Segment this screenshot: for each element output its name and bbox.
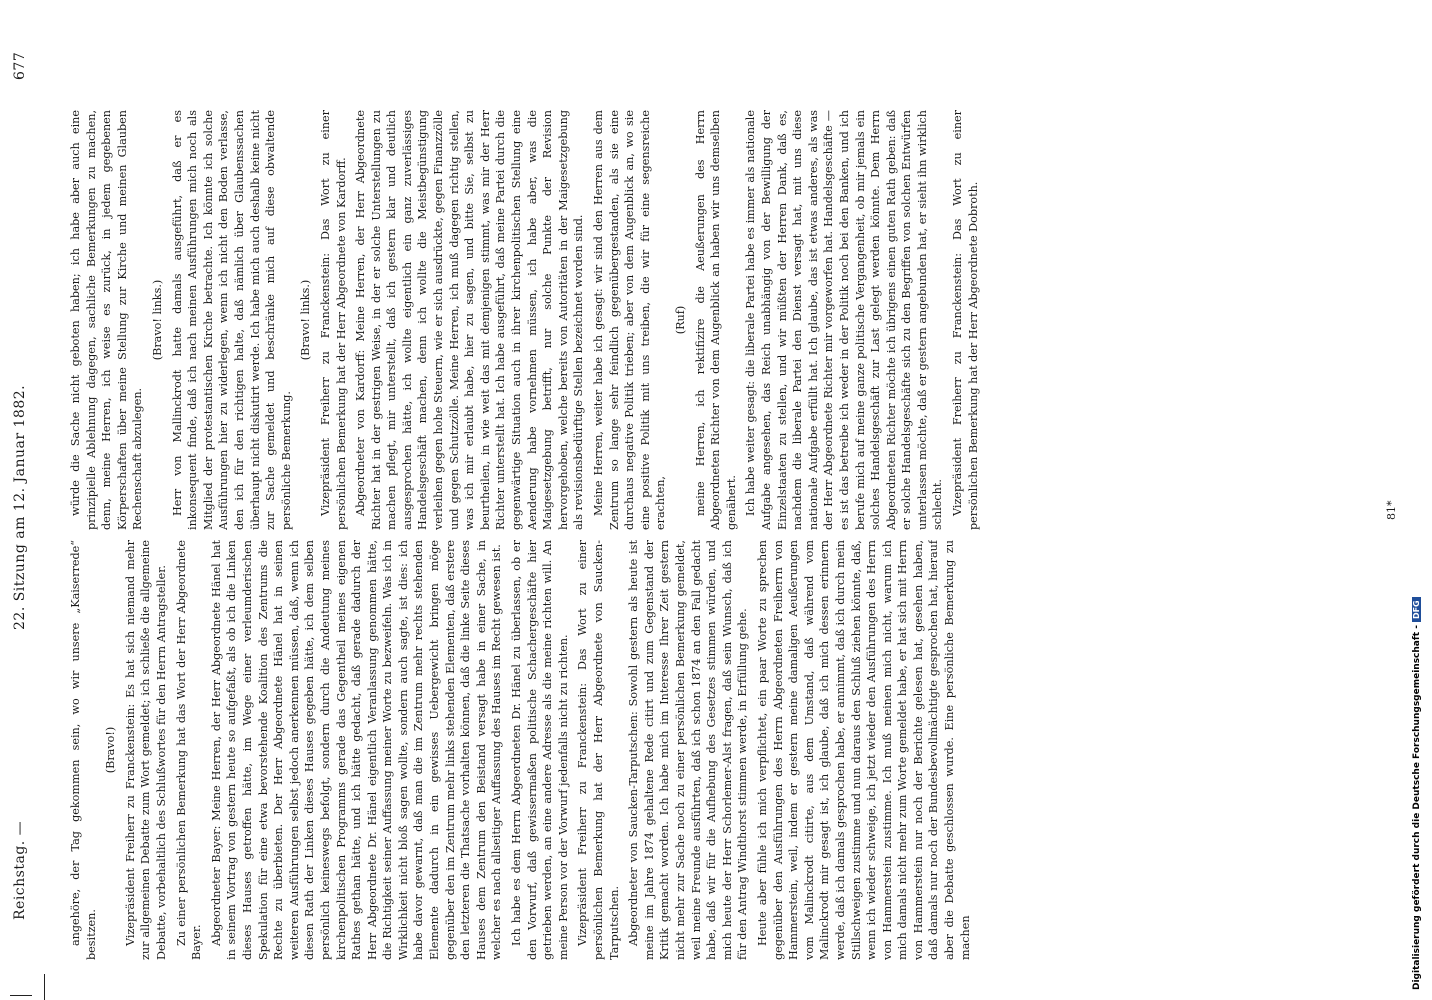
paragraph: Meine Herren, weiter habe ich gesagt: wir sind den Herren aus dem Zentrum so lange sehr feindlich gegenübergestanden, als sie eine durchaus negative Politik trieben; aber von dem Augenblick an, wo sie eine positive Politik mit uns treiben, die wir für eine segensreiche erachten, (592, 110, 668, 530)
paragraph: Vizepräsident Freiherr zu Franckenstein: Das Wort zu einer persönlichen Bemerkung hat der Herr Abgeordnete Dobroth. (951, 110, 980, 530)
paragraph: Vizepräsident Freiherr zu Franckenstein: Das Wort zu einer persönlichen Bemerkung hat der Herr Abgeordnete von Kardorff. (318, 110, 348, 530)
paragraph: Abgeordneter von Saucken-Tarputschen: Sowohl gestern als heute ist meine im Jahre 1874 gehaltene Rede citirt und zum Gegenstand der Kritik gemacht worden. Ich habe mich im Interesse Ihrer Zeit gestern nicht mehr zur Sache noch zu einer persönlichen Bemerkung gemeldet, weil meine Freunde ausführten, daß ich schon 1874 an den Fall gedacht habe, daß wir für die Aufhebung des Gesetzes stimmen würden, und mich heute der Herr Schorlemer-Alst fragen, daß sein Wunsch, daß ich für den Antrag Windthorst stimmen werde, in Erfüllung gehe. (627, 540, 750, 960)
page-corner-mark (10, 995, 32, 996)
paragraph: Heute aber fühle ich mich verpflichtet, ein paar Worte zu sprechen gegenüber den Ausführungen des Herrn Abgeordneten Freiherrn von Hammerstein, weil, indem er gestern meine damaligen Aeußerungen vom Malinckrodt citirte, aus dem Umstand, daß während vom Malinckrodt mir gesagt ist, ich glaube, daß ich mich dessen erinnern werde, daß ich damals gesprochen habe, er annimmt, daß ich durch mein Stillschweigen zustimme und nun daraus den Schluß ziehen könnte, daß, wenn ich wieder schweige, ich jetzt wieder den Ausführungen des Herrn von Hammerstein zustimme. Ich muß meinen mich nicht, warum ich mich damals nicht mehr zum Worte gemeldet habe, er hat sich mit Herrn von Hammerstein nur noch der Berichte gelesen hat, gesehen haben, daß damals nur noch der Bundesbevollmächtigte gesprochen hat, hierauf aber die Debatte geschlossen wurde. Eine persönliche Bemerkung zu machen (755, 540, 972, 960)
page-corner-rule (44, 974, 45, 1000)
paragraph: (Bravo! links.) (299, 279, 313, 361)
header-session-date: 22. Sitzung am 12. Januar 1882. (12, 384, 28, 630)
paragraph: meine Herren, ich rektifizire die Aeußerungen des Herrn Abgeordneten Richter von dem Augenblick an haben wir uns demselben genähert. (693, 110, 738, 530)
paragraph: angehöre, der Tag gekommen sein, wo wir unsere „Kaiserrede“ besitzen. (69, 540, 98, 960)
right-text-column (68, 110, 1398, 530)
header-left: Reichstag. — (12, 820, 28, 920)
paragraph: würde die Sache nicht geboten haben; ich habe aber auch eine prinzipielle Ablehnung dagegen, sachliche Bemerkungen zu machen, denn, meine Herren, ich weise es zurück, in jedem gegebenen Körperschaften über meine Stellung zur Kirche und meinen Glauben Rechenschaft abzulegen. (69, 110, 145, 530)
paragraph: (Ruf) (673, 305, 687, 335)
paragraph: Vizepräsident Freiherr zu Franckenstein: Das Wort zu einer persönlichen Bemerkung hat der Herr Abgeordnete von Saucken-Tarputschen. (576, 540, 621, 960)
paragraph: (Bravo!) (104, 726, 118, 774)
digitization-credit (1412, 597, 1422, 990)
header-page-number: 677 (12, 51, 28, 80)
left-text-column (68, 540, 1398, 960)
paragraph: Herr von Mallinckrodt hatte damals ausgeführt, daß er es inkonsequent finde, daß ich nach meinen Ausführungen mich noch als Mitglied der protestantischen Kirche betrachte. Ich könnte ich solche Ausführungen hier zu widerlegen, wenn ich nicht den Boden verlasse, den ich für den richtigen halte, daß nämlich über Glaubenssachen überhaupt nicht diskutirt werde. Ich habe mich auch deshalb keine nicht zur Sache gemeldet und beschränke mich auf diese obwaltende persönliche Bemerkung. (170, 110, 293, 530)
paragraph: Ich habe weiter gesagt: die liberale Partei habe es immer als nationale Aufgabe angesehen, das Reich unabhängig von der Bewilligung der Einzelstaaten zu stellen, und wir müßten der Herren Dank, daß es, nachdem die liberale Partei den Dienst versagt hat, mit uns diese nationale Aufgabe erfüllt hat. Ich glaube, das ist etwas anderes, als was der Herr Abgeordnete Richter mir vorgeworfen hat. Handelsgeschäfte — es ist das betreibe ich weder in der Politik noch bei den Banken, und ich berufe mich auf meine ganze politische Vergangenheit, ob mir jemals ein solches Handelsgeschäft zur Last gelegt werden könnte. Dem Herrn Abgeordneten Richter möchte ich übrigens einen guten Rath geben: daß er solche Handelsgeschäfte sich zu den Begriffen von solchen Entwürfen unterlassen möchte, daß er gestern angebunden hat, er sieht ihn wirklich schlecht. (744, 110, 945, 530)
paragraph: Vizepräsident Freiherr zu Franckenstein: Es hat sich niemand mehr zur allgemeinen Debatte zum Wort gemeldet; ich schließe die allgemeine Debatte, vorbehaltlich des Schlußwortes für den Herrn Antragsteller. (123, 540, 168, 960)
paragraph: (Bravo! links.) (150, 279, 164, 361)
paragraph: Ich habe es dem Herrn Abgeordneten Dr. Hänel zu überlassen, ob er den Vorwurf, daß gewissermaßen politische Schachergeschäfte hier getrieben werden, an eine andere Adresse als die meine richten will. An meine Person vor der Vorwurf jedenfalls nicht zu richten. (510, 540, 570, 960)
running-header (0, 51, 44, 960)
sheet-signature: 81* (1385, 500, 1398, 520)
paragraph: Zu einer persönlichen Bemerkung hat das Wort der Herr Abgeordnete Bayer. (174, 540, 204, 960)
digitization-note: Digitalisierung gefördert durch die Deutsche Forschungsgemeinschaft - (1412, 625, 1422, 990)
paragraph: Abgeordneter Bayer: Meine Herren, der Herr Abgeordnete Hänel hat in seinem Vortrag von gestern heute so aufgefaßt, als ob ich die Linken dieses Hauses getroffen hätte, im Wege einer verleumderischen Spekulation für eine etwa bevorstehende Koalition des Zentrums die Rechte zu überbieten. Der Herr Abgeordnete Hänel hat in seinen weiteren Ausführungen selbst jedoch anerkennen müssen, daß, wenn ich diesen Rath der Linken dieses Hauses gegeben hätte, ich dem selben persönlich keineswegs befolgt, sondern durch die Andeutung meines kirchenpolitischen Programms gerade das Gegentheil meines eigenen Rathes gethan hätte, und ich hätte gedacht, daß gerade dadurch der Herr Abgeordnete Dr. Hänel eigentlich Veranlassung genommen hätte, die Richtigkeit seiner Auffassung meiner Worte zu bezweifeln. Was ich in Wirklichkeit nicht bloß sagen wollte, sondern auch sagte, ist dies: ich habe davor gewarnt, daß man die im Zentrum mehr rechts stehenden Elemente dadurch in ein gewisses Uebergewicht bringen möge gegenüber den im Zentrum mehr links stehenden Elementen, daß erstere den letzteren die Thatsache vorhalten können, daß die linke Seite dieses Hauses dem Zentrum den Beistand versagt habe in einer Sache, in welcher es nach allseitiger Auffassung des Hauses im Recht gewesen ist. (209, 540, 504, 960)
dfg-logo: DFG (1412, 597, 1421, 622)
paragraph: Abgeordneter von Kardorff: Meine Herren, der Herr Abgeordnete Richter hat in der gestrigen Weise, in der er solche Unterstellungen zu machen pflegt, mir unterstellt, daß ich gestern klar und deutlich ausgesprochen hätte, ich wollte eigentlich ein ganz zuverlässiges Handelsgeschäft machen, denn ich wollte die Meistbegünstigung verleihen gegen hohe Steuern, wie er sich ausdrückte, gegen Finanzzölle und gegen Schutzzölle. Meine Herren, ich muß dagegen richtig stellen, was ich mir erlaubt habe, hier zu sagen, und bitte Sie, selbst zu beurtheilen, in wie weit das mit demjenigen stimmt, was mir der Herr Richter unterstellt hat. Ich habe ausgeführt, daß meine Partei durch die gegenwärtige Situation auch in ihrer kirchenpolitischen Stellung eine Aenderung habe vornehmen müssen, ich habe aber, was die Maigesetzgebung betrifft, nur solche Punkte der Revision hervorgehoben, welche bereits von Autoritäten in der Maigesetzgebung als revisionsbedürftige Stellen bezeichnet worden sind. (354, 110, 586, 530)
